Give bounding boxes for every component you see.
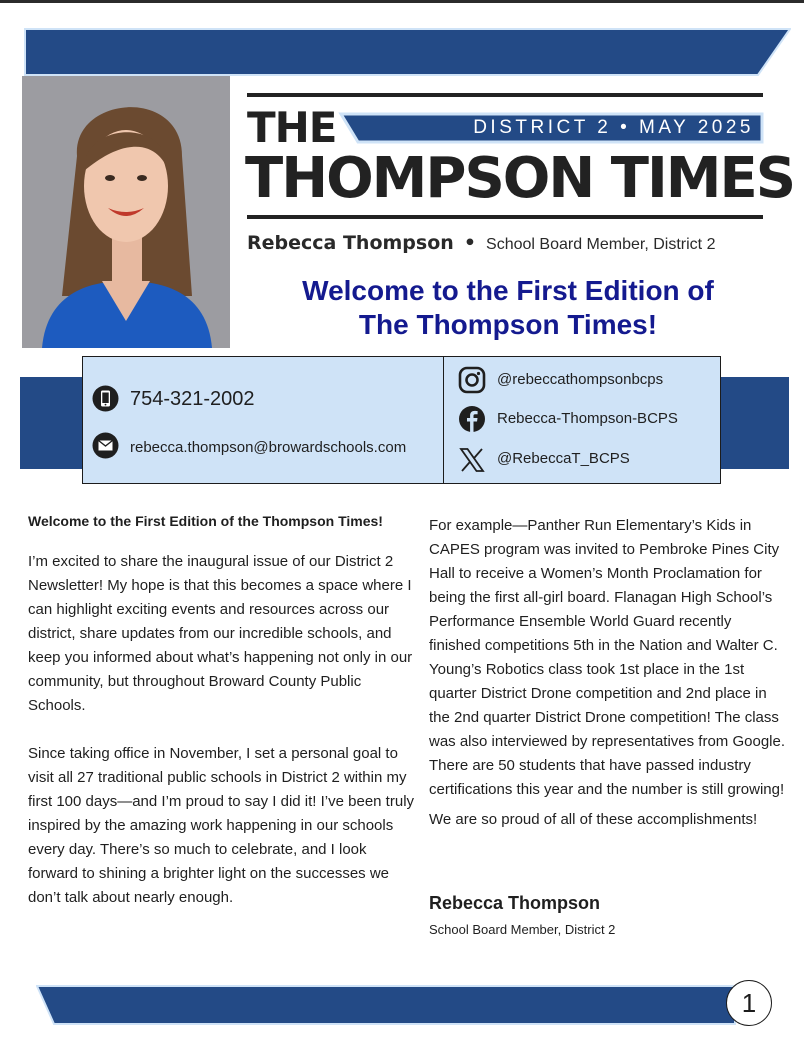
email-icon bbox=[92, 432, 119, 459]
article-paragraph-3: For example—Panther Run Elementary’s Kids in CAPES program was invited to Pembroke Pines City Hall to receive a Women’s Month Proclamation for being the first all-girl board. Flanagan High School’s Performance Ensemble World Guard recently finished competitions 5th in the Nation and Walter C. Young’s Robotics class took 1st place in the 1st quarter District Drone competition and 2nd place in the 2nd quarter District Drone competition! The class was also interviewed by representatives from Google. There are 50 students that have passed industry certifications this year and the number is still growing! bbox=[429, 517, 786, 798]
x-handle[interactable]: @RebeccaT_BCPS bbox=[497, 450, 630, 467]
facebook-icon bbox=[458, 405, 486, 433]
instagram-icon bbox=[458, 366, 486, 394]
phone-number[interactable]: 754-321-2002 bbox=[130, 388, 255, 410]
author-portrait bbox=[22, 76, 230, 348]
masthead-rule-bottom bbox=[247, 215, 763, 219]
headline-line-1: Welcome to the First Edition of bbox=[302, 275, 714, 306]
masthead-rule-top bbox=[247, 93, 763, 97]
byline-separator: • bbox=[463, 232, 476, 254]
instagram-handle[interactable]: @rebeccathompsonbcps bbox=[497, 371, 664, 388]
author-name: Rebecca Thompson bbox=[247, 232, 454, 254]
x-icon bbox=[459, 447, 485, 473]
signature-role: School Board Member, District 2 bbox=[429, 922, 616, 937]
page-number: 1 bbox=[726, 980, 772, 1026]
article-paragraph-2: Since taking office in November, I set a personal goal to visit all 27 traditional public schools in District 2 within my first 100 days—and I’m proud to say I did it! I’ve been truly inspired by the amazing work happening in our schools every day. There’s so much to celebrate, and I look forward to shining a brighter light on the successes we don’t talk about nearly enough. bbox=[28, 745, 415, 906]
contact-band-left bbox=[20, 377, 84, 469]
top-border bbox=[0, 0, 804, 3]
headline-line-2: The Thompson Times! bbox=[358, 309, 658, 340]
paragraph-spacer bbox=[28, 718, 416, 742]
article-heading: Welcome to the First Edition of the Thompson Times! bbox=[28, 513, 383, 529]
byline bbox=[247, 229, 715, 259]
issue-label: DISTRICT 2 • MAY 2025 bbox=[473, 117, 754, 138]
article-closing: We are so proud of all of these accomplishments! bbox=[429, 811, 758, 828]
masthead-title: THOMPSON TIMES bbox=[245, 146, 795, 211]
contact-band-right bbox=[721, 377, 789, 469]
facebook-handle[interactable]: Rebecca-Thompson-BCPS bbox=[497, 410, 678, 427]
contact-divider bbox=[443, 356, 444, 484]
article-paragraph-1: I’m excited to share the inaugural issue of our District 2 Newsletter! My hope is that this becomes a space where I can highlight exciting events and resources across our district, share updates from our incredible schools, and keep you informed about what’s happening not only in our community, but throughout Broward County Public Schools. bbox=[28, 553, 413, 714]
phone-icon bbox=[92, 385, 119, 412]
signature-name: Rebecca Thompson bbox=[429, 893, 601, 913]
article-column-left bbox=[28, 510, 416, 910]
author-role: School Board Member, District 2 bbox=[486, 236, 716, 253]
article-column-right bbox=[429, 514, 785, 832]
masthead-the: THE bbox=[247, 103, 337, 152]
footer-banner bbox=[36, 985, 736, 1025]
header-banner bbox=[24, 28, 791, 76]
email-link[interactable]: rebecca.thompson@browardschools.com bbox=[130, 439, 407, 456]
page-headline bbox=[258, 274, 758, 342]
